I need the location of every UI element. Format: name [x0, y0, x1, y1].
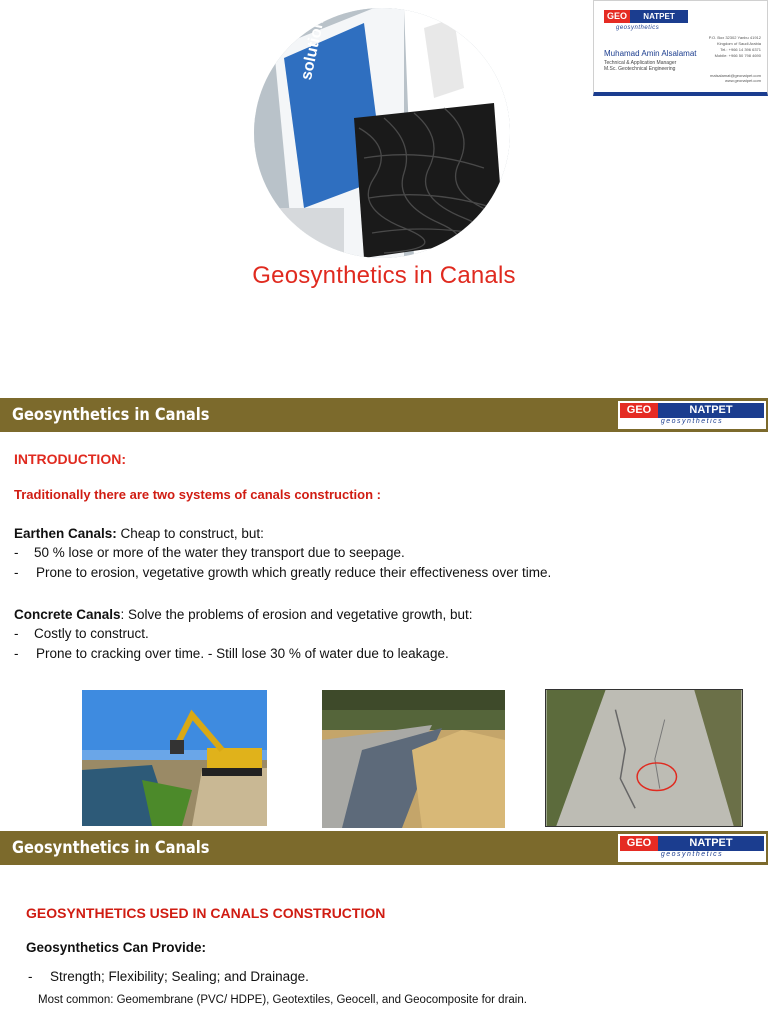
excavator-canal-photo: [82, 690, 267, 826]
concrete-label: Concrete Canals: [14, 607, 121, 622]
card-role-line: Technical & Application Manager: [604, 60, 677, 66]
logo-sub: geosynthetics: [660, 418, 724, 425]
concrete-text: : Solve the problems of erosion and vegetative growth, but:: [120, 607, 473, 622]
provide-heading: Geosynthetics Can Provide:: [26, 940, 207, 955]
logo-natpet: NATPET: [658, 836, 764, 851]
bullet-dash: -: [28, 969, 33, 984]
earthen-label: Earthen Canals:: [14, 526, 117, 541]
photo-label: solutions: [298, 8, 330, 82]
slide-header-bar: [0, 831, 768, 865]
earthen-canals-line: [14, 526, 264, 541]
card-email: [710, 73, 761, 83]
bullet-dash: -: [14, 565, 19, 580]
earthen-text: Cheap to construct, but:: [116, 526, 264, 541]
card-logo-sub: geosynthetics: [616, 25, 660, 31]
card-logo-geo: GEO: [604, 10, 630, 23]
bullet-dash: -: [14, 545, 19, 560]
logo-natpet: NATPET: [658, 403, 764, 418]
slide-header-bar: [0, 398, 768, 432]
concrete-bullet: Prone to cracking over time. - Still lose 30 % of water due to leakage.: [36, 646, 449, 661]
card-email-line: malsalamat@geonatpet.com: [710, 73, 761, 78]
systems-subheading: Traditionally there are two systems of canals construction :: [14, 487, 381, 502]
cracked-canal-photo: [545, 689, 743, 827]
logo-geo: GEO: [620, 836, 658, 851]
bullet-dash: -: [14, 626, 19, 641]
geonatpet-logo: [618, 401, 766, 429]
introduction-heading: INTRODUCTION:: [14, 451, 126, 467]
card-logo-natpet: NATPET: [630, 10, 688, 23]
section-title: GEOSYNTHETICS USED IN CANALS CONSTRUCTION: [26, 905, 386, 921]
photo-illustration: [254, 8, 510, 258]
concrete-bullet: Costly to construct.: [34, 626, 149, 641]
card-email-line: www.geonatpet.com: [724, 78, 761, 83]
card-role-line: M.Sc. Geotechnical Engineering: [604, 66, 676, 72]
header-title: Geosynthetics in Canals: [12, 405, 210, 425]
concrete-canals-line: [14, 607, 473, 622]
geonatpet-logo: [618, 834, 766, 862]
business-card: [593, 0, 768, 96]
logo-geo: GEO: [620, 403, 658, 418]
earthen-bullet: 50 % lose or more of the water they transport due to seepage.: [34, 545, 405, 560]
card-contact-line: Mobile: +966 50 798 4690: [714, 53, 761, 58]
bullet-dash: -: [14, 646, 19, 661]
concrete-canal-photo: [322, 690, 505, 828]
earthen-bullet: Prone to erosion, vegetative growth which greatly reduce their effectiveness over time.: [36, 565, 552, 580]
card-role: [604, 60, 676, 72]
card-contact: [709, 35, 761, 59]
card-contact-line: Tel.: +966 14 396 6371: [720, 47, 761, 52]
provide-bullet: Strength; Flexibility; Sealing; and Drainage.: [50, 969, 309, 984]
most-common-note: Most common: Geomembrane (PVC/ HDPE), Geotextiles, Geocell, and Geocomposite for drain.: [38, 994, 527, 1006]
card-contact-line: P.O. Box 32302 Yanbu 41912: [708, 35, 761, 40]
card-name: Muhamad Amin Alsalamat: [604, 49, 697, 58]
card-contact-line: Kingdom of Saudi Arabia: [716, 41, 761, 46]
logo-sub: geosynthetics: [660, 851, 724, 858]
header-title: Geosynthetics in Canals: [12, 838, 210, 858]
geosynthetics-product-photo: [254, 8, 510, 258]
slide-title: Geosynthetics in Canals: [252, 262, 516, 289]
